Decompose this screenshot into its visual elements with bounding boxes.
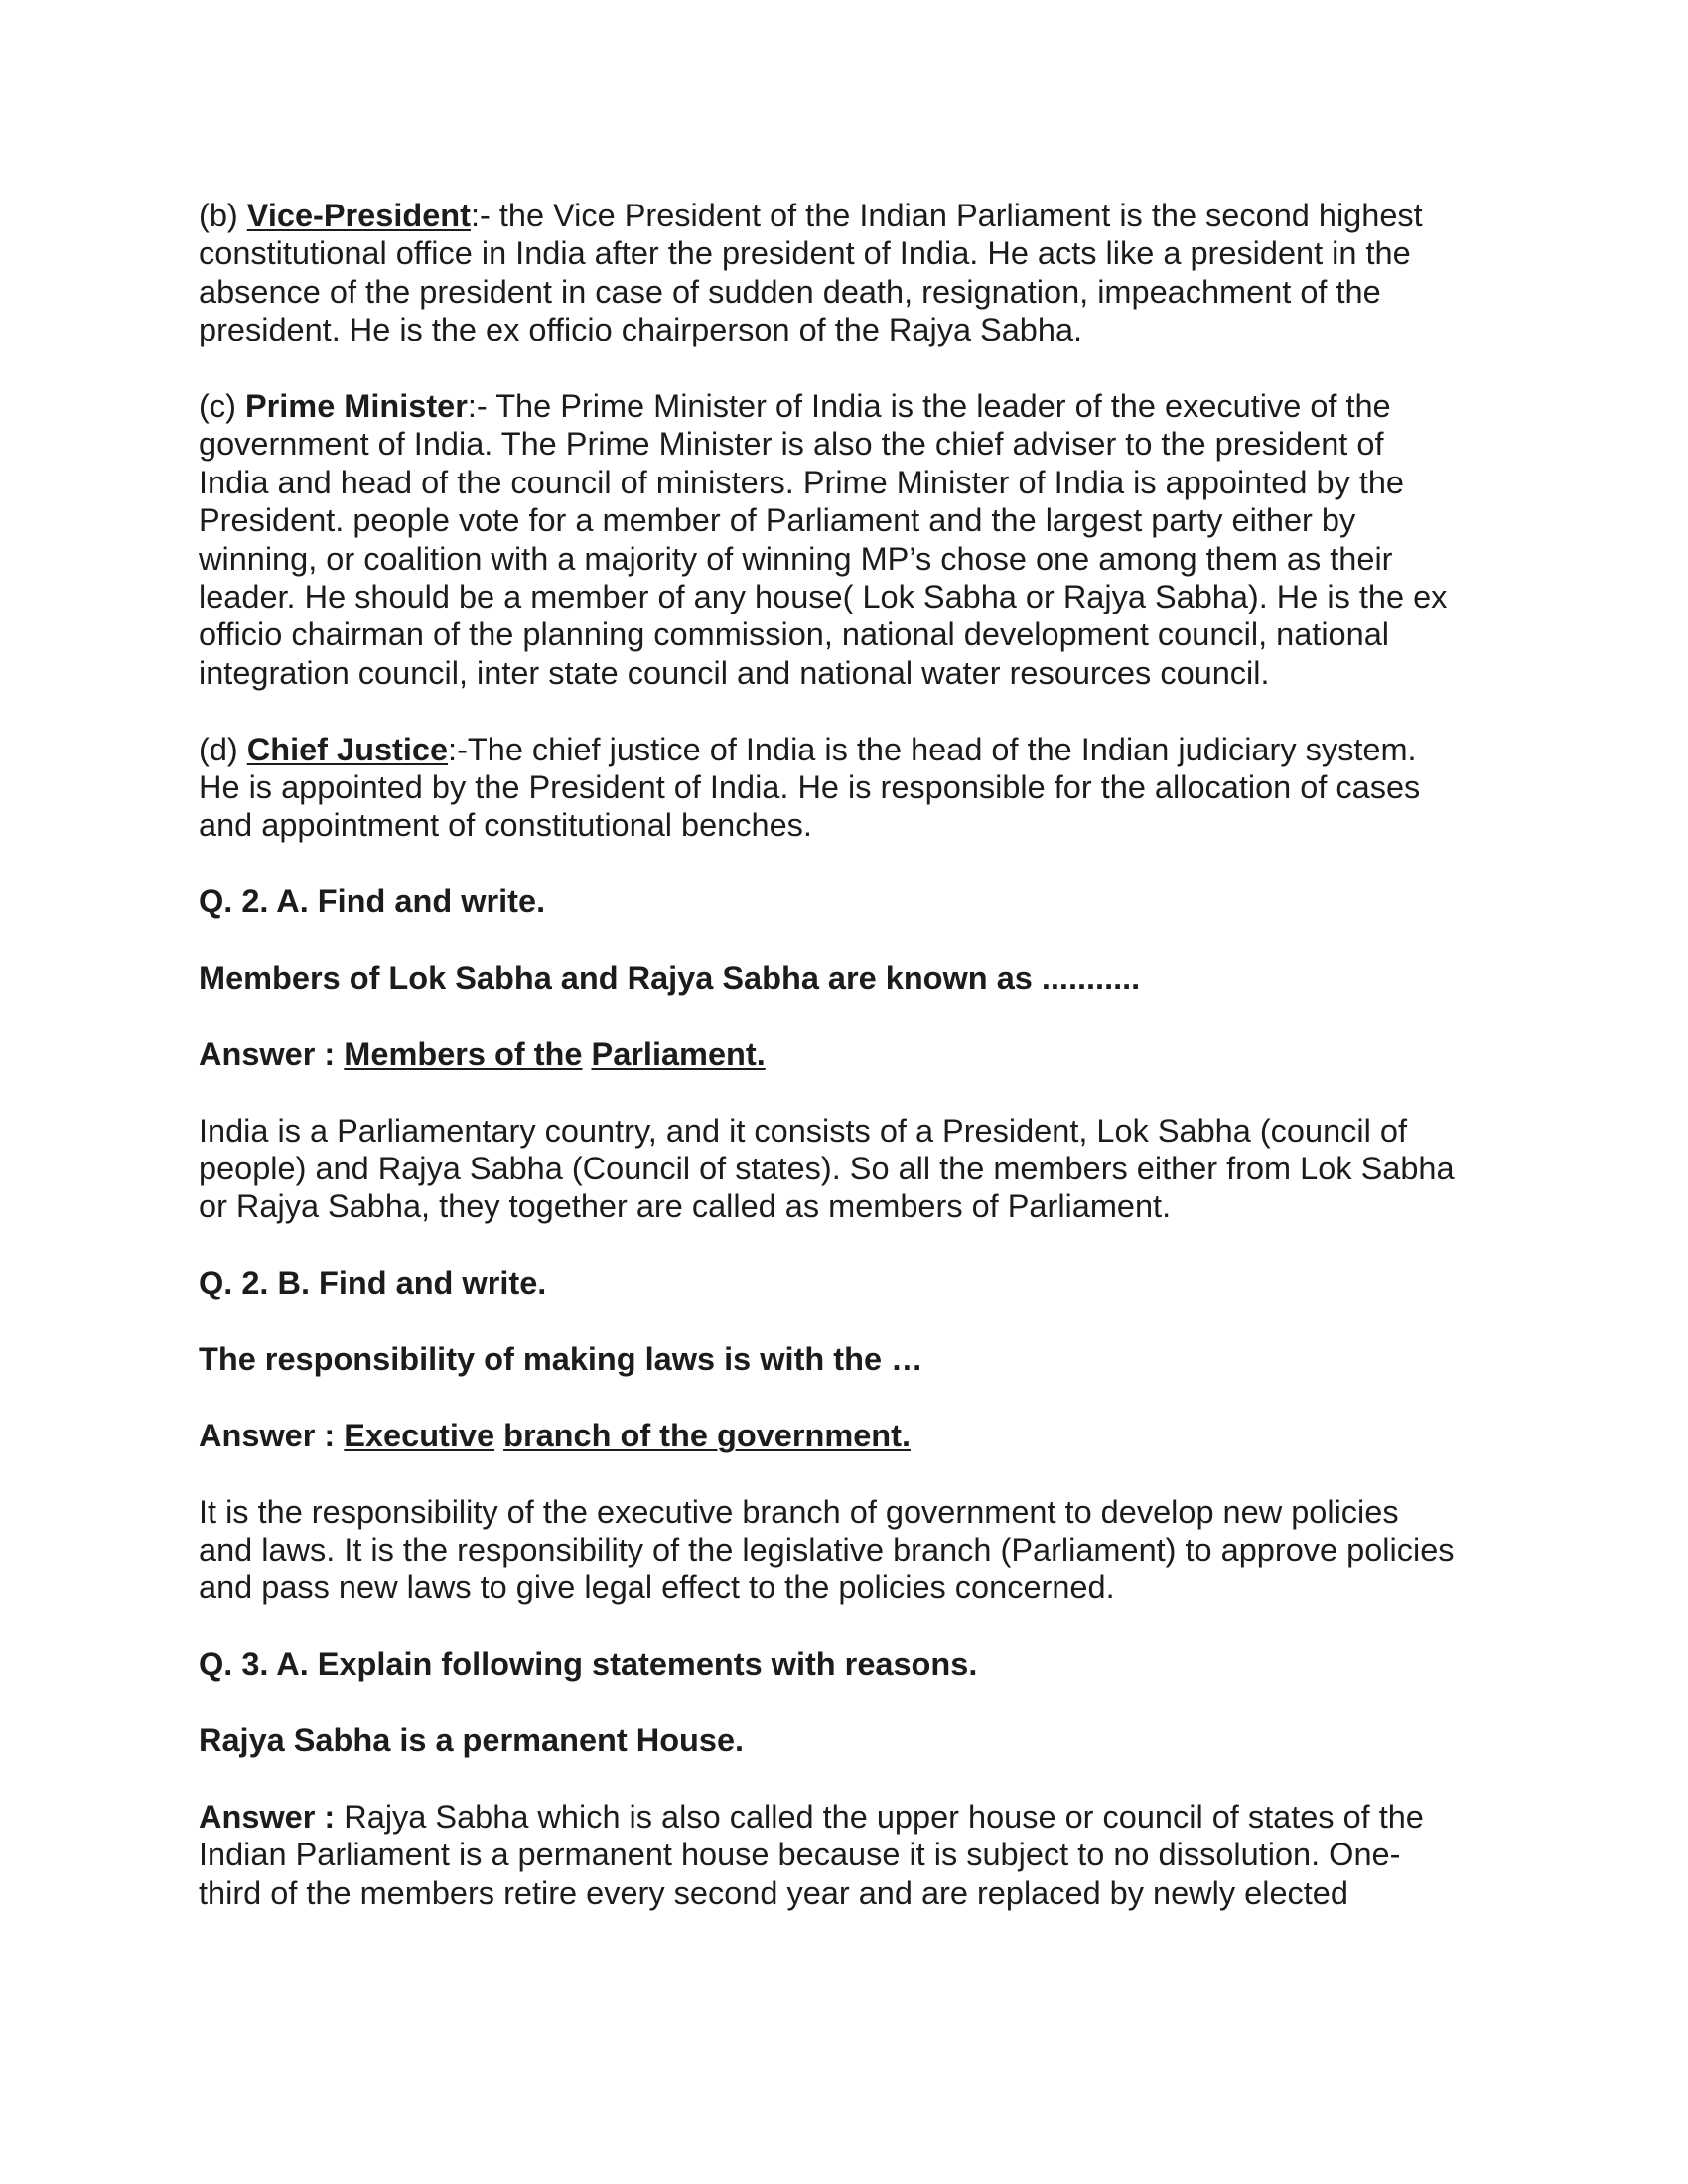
q2a-explanation: [199, 1112, 1519, 1226]
text-line: winning, or coalition with a majority of winning MP’s chose one among them as their: [199, 540, 1393, 577]
text-line: Indian Parliament is a permanent house because it is subject to no dissolution. One-: [199, 1837, 1401, 1873]
text-line: and appointment of constitutional benches.: [199, 807, 812, 844]
q2a-heading: [199, 883, 1519, 920]
text-line: constitutional office in India after the president of India. He acts like a president in the: [199, 235, 1411, 272]
text-segment: :- The Prime Minister of India is the leader of the executive of the: [467, 388, 1391, 425]
item-prefix: (b): [199, 198, 247, 233]
answer-label: Answer :: [199, 1417, 345, 1453]
q2b-explanation: [199, 1493, 1519, 1607]
text-segment: Rajya Sabha which is also called the upper house or council of states of the: [335, 1798, 1424, 1835]
q2b-heading: [199, 1264, 1519, 1301]
text-line: third of the members retire every second year and are replaced by newly elected: [199, 1874, 1348, 1911]
question-heading: Q. 3. A. Explain following statements with reasons.: [199, 1646, 978, 1683]
question-text: Rajya Sabha is a permanent House.: [199, 1722, 745, 1759]
answer-text: Members of the: [344, 1035, 583, 1072]
text-line: It is the responsibility of the executive branch of government to develop new policies: [199, 1493, 1399, 1530]
text-line: integration council, inter state council and national water resources council.: [199, 654, 1270, 691]
text-segment: :-The chief justice of India is the head of the Indian judiciary system.: [448, 731, 1417, 767]
q2a-answer: [199, 1035, 1519, 1073]
text-line: and laws. It is the responsibility of the legislative branch (Parliament) to approve policies: [199, 1532, 1455, 1569]
question-text: Members of Lok Sabha and Rajya Sabha are known as ...........: [199, 960, 1141, 997]
question-heading: Q. 2. A. Find and write.: [199, 884, 546, 920]
prime-minister-paragraph: [199, 387, 1519, 692]
text-line: India and head of the council of ministers. Prime Minister of India is appointed by the: [199, 464, 1405, 500]
text-line: India is a Parliamentary country, and it consists of a President, Lok Sabha (council of: [199, 1112, 1407, 1149]
answer-text: Parliament.: [591, 1035, 766, 1072]
q2a-question: [199, 959, 1519, 997]
q3a-heading: [199, 1645, 1519, 1683]
term-vice-president: Vice-President: [246, 198, 471, 233]
document-page: [199, 197, 1519, 1912]
item-prefix: (d): [199, 731, 247, 767]
text-line: or Rajya Sabha, they together are called as members of Parliament.: [199, 1188, 1172, 1225]
text-line: and pass new laws to give legal effect to the policies concerned.: [199, 1570, 1115, 1606]
answer-label: Answer :: [199, 1035, 345, 1072]
text-line: [199, 197, 1519, 234]
text-line: absence of the president in case of sudden death, resignation, impeachment of the: [199, 273, 1381, 310]
question-heading: Q. 2. B. Find and write.: [199, 1265, 547, 1301]
answer-text: Executive: [344, 1417, 495, 1453]
text-line: officio chairman of the planning commission, national development council, national: [199, 616, 1389, 653]
vice-president-paragraph: [199, 197, 1519, 349]
item-prefix: (c): [199, 388, 245, 425]
chief-justice-paragraph: [199, 731, 1519, 845]
text-segment: :- the Vice President of the Indian Parliament is the second highest: [470, 198, 1423, 233]
text-line: [199, 1798, 1519, 1836]
text-line: people) and Rajya Sabha (Council of states). So all the members either from Lok Sabha: [199, 1151, 1455, 1187]
q3a-answer: [199, 1798, 1519, 1912]
text-line: He is appointed by the President of India. He is responsible for the allocation of cases: [199, 769, 1421, 806]
q2b-answer: [199, 1417, 1519, 1454]
term-chief-justice: Chief Justice: [246, 731, 449, 767]
q2b-question: [199, 1340, 1519, 1378]
answer-text: branch of the government.: [503, 1417, 911, 1453]
text-line: government of India. The Prime Minister is also the chief adviser to the president of: [199, 426, 1384, 463]
text-line: leader. He should be a member of any house( Lok Sabha or Rajya Sabha). He is the ex: [199, 579, 1448, 615]
term-prime-minister: Prime Minister: [244, 388, 468, 425]
answer-label: Answer :: [199, 1798, 336, 1835]
text-line: [199, 731, 1519, 768]
q3a-statement: [199, 1721, 1519, 1759]
text-line: President. people vote for a member of Parliament and the largest party either by: [199, 502, 1356, 539]
text-line: [199, 387, 1519, 425]
text-line: president. He is the ex officio chairperson of the Rajya Sabha.: [199, 312, 1083, 348]
question-text: The responsibility of making laws is with the …: [199, 1341, 923, 1378]
